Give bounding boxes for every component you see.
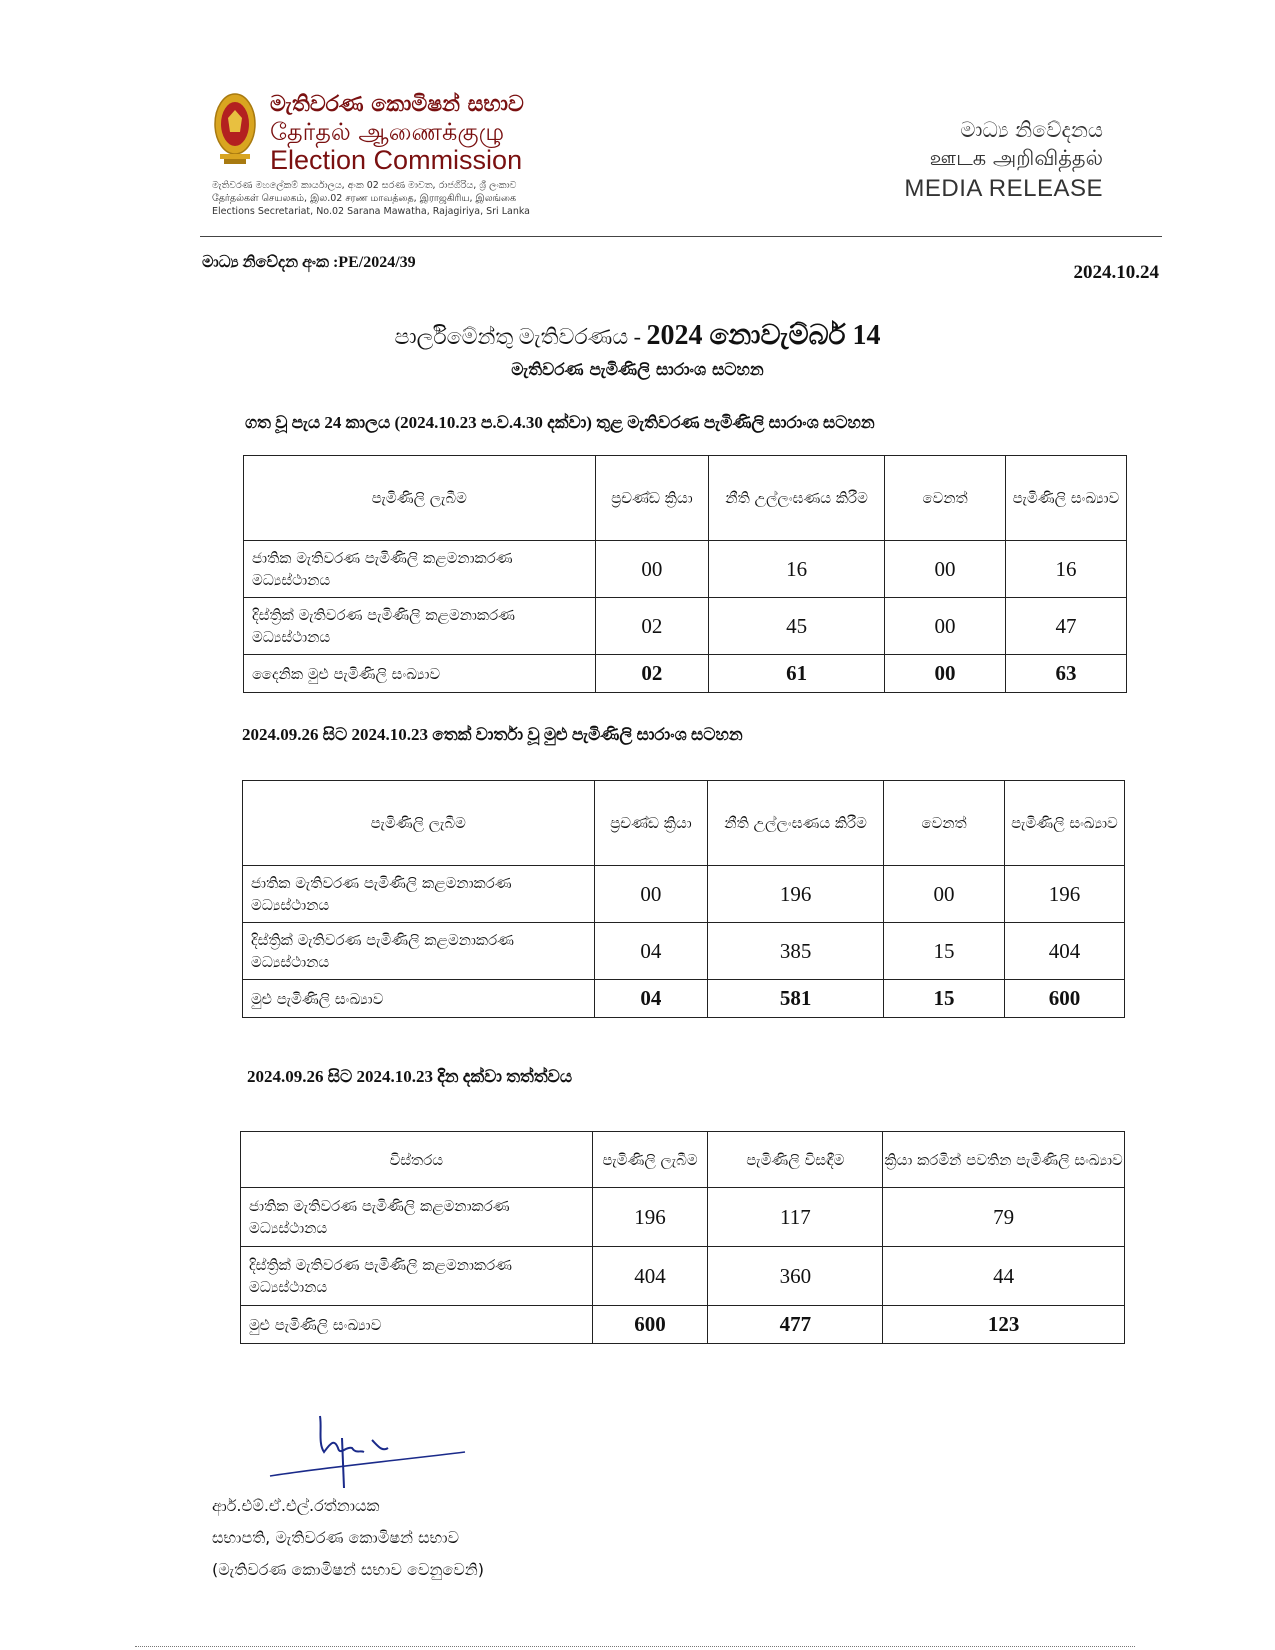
handwritten-signature <box>260 1408 480 1494</box>
cell-violence: 04 <box>594 923 708 980</box>
table-row <box>241 1188 1125 1247</box>
page-title <box>0 320 1275 352</box>
row-label: ජාතික මැතිවරණ පැමිණිලි කළමනාකරණ මධ්‍යස්ථානය <box>244 541 596 598</box>
table-status-summary <box>240 1131 1125 1344</box>
org-name-tamil: தேர்தல் ஆணைக்குழு <box>270 118 505 146</box>
row-label: දිස්ත්‍රික් මැතිවරණ පැමිණිලි කළමනාකරණ මධ්‍යස්ථානය <box>243 923 595 980</box>
table-24h-summary <box>243 455 1127 693</box>
table-header-row <box>241 1132 1125 1188</box>
cell-violations: 196 <box>708 866 884 923</box>
table-row <box>241 1247 1125 1306</box>
media-release-english: MEDIA RELEASE <box>904 175 1103 202</box>
table-header-row <box>243 781 1125 866</box>
col-header: විස්තරය <box>241 1132 593 1188</box>
table-header-row <box>244 456 1127 541</box>
signatory-name: ආර්.එම්.ඒ.එල්.රත්නායක <box>212 1496 380 1515</box>
cell-violations: 385 <box>708 923 884 980</box>
signatory-title: සභාපති, මැතිවරණ කොමිෂන් සභාව <box>212 1528 459 1547</box>
cell-received: 404 <box>592 1247 708 1306</box>
table-total-row <box>244 655 1127 693</box>
cell-total: 404 <box>1005 923 1125 980</box>
col-header: නීති උල්ලංඝණය කිරීම <box>708 781 884 866</box>
col-header: වෙනත් <box>885 456 1006 541</box>
title-year: 2024 <box>646 320 703 351</box>
cell-other: 00 <box>885 541 1006 598</box>
cell-other: 00 <box>884 866 1005 923</box>
cell-other: 00 <box>885 598 1006 655</box>
org-name-english: Election Commission <box>270 145 523 175</box>
row-label: ජාතික මැතිවරණ පැමිණිලි කළමනාකරණ මධ්‍යස්ථානය <box>243 866 595 923</box>
header-divider <box>200 236 1162 237</box>
cell-resolved: 117 <box>708 1188 883 1247</box>
cell-violations: 61 <box>709 655 885 693</box>
row-label: මුළු පැමිණිලි සංඛ්‍යාව <box>243 980 595 1018</box>
table1-caption: ගත වූ පැය 24 කාලය (2024.10.23 ප.ව.4.30 දක්වා) තුළ මැතිවරණ පැමිණිලි සාරාංශ සටහන <box>245 413 875 432</box>
table-cumulative-summary <box>242 780 1125 1018</box>
cell-violence: 04 <box>594 980 708 1018</box>
media-release-tamil: ஊடக அறிவித்தல் <box>929 146 1103 170</box>
table-row <box>243 866 1125 923</box>
col-header: පැමිණිලි සංඛ්‍යාව <box>1006 456 1127 541</box>
cell-violence: 00 <box>594 866 708 923</box>
sri-lanka-emblem-icon <box>210 88 260 168</box>
release-date: 2024.10.24 <box>1073 262 1159 283</box>
cell-other: 15 <box>884 980 1005 1018</box>
cell-violations: 581 <box>708 980 884 1018</box>
cell-in-progress: 123 <box>883 1306 1125 1344</box>
cell-in-progress: 79 <box>883 1188 1125 1247</box>
cell-total: 63 <box>1006 655 1127 693</box>
cell-violence: 02 <box>595 655 709 693</box>
cell-other: 15 <box>884 923 1005 980</box>
table-row <box>244 541 1127 598</box>
cell-total: 196 <box>1005 866 1125 923</box>
cell-resolved: 477 <box>708 1306 883 1344</box>
cell-resolved: 360 <box>708 1247 883 1306</box>
col-header: ප්‍රචණ්ඩ ක්‍රියා <box>595 456 709 541</box>
row-label: ජාතික මැතිවරණ පැමිණිලි කළමනාකරණ මධ්‍යස්ථානය <box>241 1188 593 1247</box>
cell-total: 16 <box>1006 541 1127 598</box>
cell-total: 600 <box>1005 980 1125 1018</box>
row-label: දෛනික මුළු පැමිණිලි සංඛ්‍යාව <box>244 655 596 693</box>
table-total-row <box>243 980 1125 1018</box>
table2-caption: 2024.09.26 සිට 2024.10.23 තෙක් වාර්තා වූ මුළු පැමිණිලි සාරාංශ සටහන <box>242 725 743 744</box>
table3-caption: 2024.09.26 සිට 2024.10.23 දින දක්වා තත්ත්වය <box>247 1067 573 1086</box>
row-label: මුළු පැමිණිලි සංඛ්‍යාව <box>241 1306 593 1344</box>
address-tamil: தேர்தல்கள் செயலகம், இல.02 சரண மாவத்தை, இராஜகிரிய, இலங்கை <box>212 193 517 204</box>
cell-violence: 02 <box>595 598 709 655</box>
cell-violence: 00 <box>595 541 709 598</box>
table-row <box>243 923 1125 980</box>
address-sinhala: මැතිවරණ මහලේකම් කාර්යාලය, අංක 02 සරණ මාවත, රාජගිරිය, ශ්‍රී ලංකාව <box>212 180 517 191</box>
col-header: ක්‍රියා කරමින් පවතින පැමිණිලි සංඛ්‍යාව <box>883 1132 1125 1188</box>
media-release-sinhala: මාධ්‍ය නිවේදනය <box>960 118 1103 142</box>
cell-received: 196 <box>592 1188 708 1247</box>
cell-violations: 45 <box>709 598 885 655</box>
col-header: පැමිණිලි ලැබීම <box>592 1132 708 1188</box>
title-suffix: නොවැම්බර් 14 <box>702 320 881 351</box>
col-header: වෙනත් <box>884 781 1005 866</box>
col-header: පැමිණිලි ලැබීම <box>243 781 595 866</box>
cell-total: 47 <box>1006 598 1127 655</box>
signatory-on-behalf: (මැතිවරණ කොමිෂන් සභාව වෙනුවෙනි) <box>212 1560 484 1579</box>
col-header: නීති උල්ලංඝණය කිරීම <box>709 456 885 541</box>
page-subtitle: මැතිවරණ පැමිණිලි සාරාංශ සටහන <box>511 360 764 380</box>
col-header: පැමිණිලි සංඛ්‍යාව <box>1005 781 1125 866</box>
cell-received: 600 <box>592 1306 708 1344</box>
cell-violations: 16 <box>709 541 885 598</box>
release-reference: මාධ්‍ය නිවේදන අංක :PE/2024/39 <box>202 254 416 271</box>
col-header: පැමිණිලි ලැබීම <box>244 456 596 541</box>
address-english: Elections Secretariat, No.02 Sarana Mawatha, Rajagiriya, Sri Lanka <box>212 206 530 217</box>
title-prefix: පාර්ලිමේන්තු මැතිවරණය - <box>394 324 647 349</box>
row-label: දිස්ත්‍රික් මැතිවරණ පැමිණිලි කළමනාකරණ මධ්‍යස්ථානය <box>241 1247 593 1306</box>
table-total-row <box>241 1306 1125 1344</box>
cell-in-progress: 44 <box>883 1247 1125 1306</box>
table-row <box>244 598 1127 655</box>
col-header: ප්‍රචණ්ඩ ක්‍රියා <box>594 781 708 866</box>
col-header: පැමිණිලි විසඳීම <box>708 1132 883 1188</box>
org-name-sinhala: මැතිවරණ කොමිෂන් සභාව <box>270 92 524 117</box>
row-label: දිස්ත්‍රික් මැතිවරණ පැමිණිලි කළමනාකරණ මධ්‍යස්ථානය <box>244 598 596 655</box>
cell-other: 00 <box>885 655 1006 693</box>
footer-divider <box>135 1646 1135 1647</box>
